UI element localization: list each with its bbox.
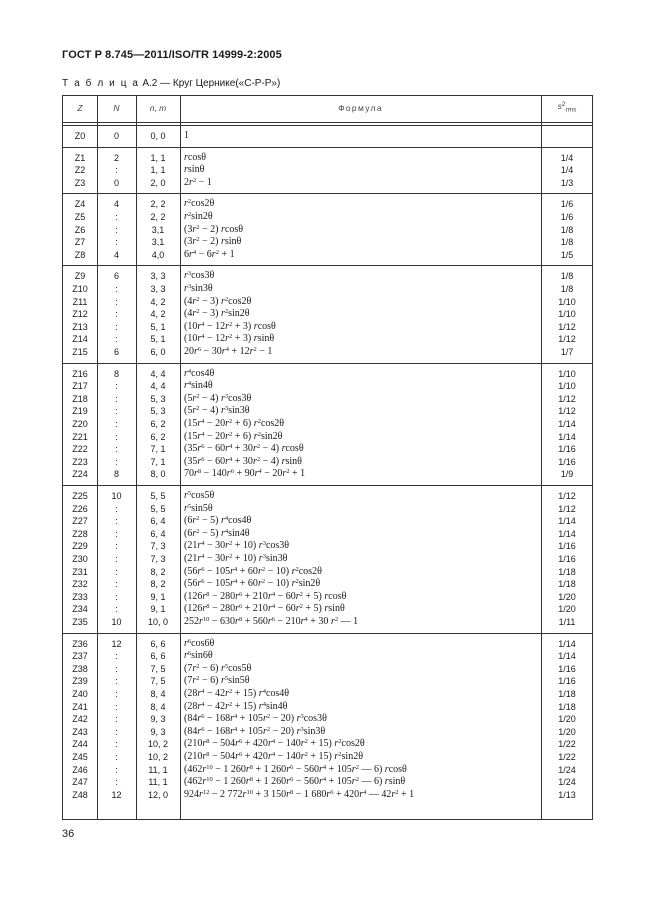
row-z: Z30 [72, 554, 88, 564]
row-formula: $r^4\cos 4\theta$ [184, 367, 215, 379]
row-n: : [115, 165, 118, 176]
row-s-rms: 1/8 [560, 284, 574, 294]
row-n-m: 7, 3 [150, 541, 166, 552]
row-n: : [115, 579, 118, 590]
row-n-m: 1, 1 [150, 152, 166, 163]
row-z: Z36 [72, 638, 88, 649]
row-n: : [115, 431, 118, 442]
row-s-rms: 1/11 [558, 617, 576, 627]
row-n-m: 9, 1 [150, 604, 166, 615]
row-n-m: 7, 5 [150, 663, 166, 674]
row-n-m: 5, 3 [150, 406, 166, 417]
row-s-rms: 1/14 [558, 528, 576, 539]
row-formula: $(5r^2 - 4)$ $r^3\sin 3\theta$ [184, 405, 250, 417]
row-n-m: 11, 1 [148, 764, 168, 775]
row-n: 6 [113, 347, 119, 357]
row-n: : [115, 528, 118, 539]
row-s-rms: 1/9 [560, 469, 574, 480]
group-divider [63, 147, 592, 148]
row-z: Z4 [74, 199, 86, 210]
row-n: : [115, 714, 118, 725]
row-n-m: 9, 1 [150, 591, 166, 602]
row-n: : [115, 444, 118, 455]
row-n: 12 [111, 638, 122, 649]
row-n: : [115, 764, 118, 775]
row-s-rms: 1/14 [558, 651, 576, 662]
row-formula: $2r^2 - 1$ [184, 176, 212, 188]
row-s-rms: 1/12 [558, 321, 576, 332]
row-n: 6 [113, 271, 119, 282]
row-formula: $(3r^2 - 2)$ rcosθ [184, 223, 244, 235]
row-z: Z37 [72, 651, 88, 662]
row-n-m: 8, 0 [150, 469, 166, 480]
row-s-rms: 1/6 [560, 212, 574, 222]
row-z: Z41 [72, 701, 88, 712]
row-n: : [115, 309, 118, 320]
row-z: Z31 [72, 566, 88, 577]
row-n: : [115, 651, 118, 662]
row-z: Z21 [72, 431, 88, 442]
row-s-rms: 1/16 [558, 663, 576, 674]
row-n: : [115, 456, 118, 467]
row-formula: rsinθ [184, 164, 205, 176]
row-n-m: 1, 1 [150, 165, 166, 176]
group-divider [63, 193, 592, 194]
row-n: : [115, 676, 118, 687]
row-formula: $924r^{12} - 2$ $772r^{10} + 3$ $150r^8 - 1$ $680r^6 + 420r^4$ — $42r^2 + 1$ [184, 788, 415, 800]
row-s-rms: 1/20 [558, 604, 576, 615]
row-n: : [115, 726, 118, 737]
row-z: Z47 [72, 777, 88, 788]
row-formula: $(3r^2 - 2)$ rsinθ [184, 236, 242, 248]
row-z: Z42 [72, 714, 88, 725]
row-z: Z11 [72, 296, 88, 307]
row-formula: $252r^{10} - 630r^8 + 560r^6 - 210r^4 + 30$ $r^2$ — 1 [184, 616, 359, 627]
row-s-rms: 1/18 [558, 566, 576, 577]
row-formula: $(35r^6 - 60r^4 + 30r^2 - 4)$ rsinθ [184, 455, 302, 467]
row-n: 4 [113, 249, 119, 260]
row-s-rms: 1/14 [558, 516, 576, 527]
row-n: : [115, 381, 118, 392]
header-formula: Формула [338, 103, 383, 113]
row-formula: $r^3\sin 3\theta$ [184, 283, 213, 294]
row-formula: ($462r^{10} - 1$ $260r^8 + 1$ $260r^6 - 560r^4 + 105r^2$ — 6) rsinθ [184, 776, 406, 788]
row-z: Z32 [72, 579, 88, 590]
row-n-m: 4, 2 [150, 309, 166, 320]
row-formula: $(210r^8 - 504r^6 + 420r^4 - 140r^2 + 15)$ $r^2\cos 2\theta$ [184, 738, 365, 750]
row-formula: $(7r^2 - 6)$ $r^5\cos 5\theta$ [184, 662, 252, 674]
row-n-m: 0, 0 [150, 131, 166, 141]
row-formula: $(84r^6 - 168r^4 + 105r^2 - 20)$ $r^3\sin 3\theta$ [184, 725, 326, 737]
header-n-big: N [113, 103, 120, 113]
row-z: Z1 [74, 152, 86, 163]
row-formula: $(56r^6 - 105r^4 + 60r^2 - 10)$ $r^2\sin 2\theta$ [184, 578, 321, 590]
row-formula: $(6r^2 - 5)$ $r^4\sin 4\theta$ [184, 527, 250, 539]
row-z: Z8 [74, 249, 86, 260]
group-divider [63, 363, 592, 364]
row-formula: $(210r^8 - 504r^6 + 420r^4 - 140r^2 + 15)$ $r^2\sin 2\theta$ [184, 751, 363, 762]
row-z: Z14 [72, 334, 88, 345]
row-formula: $r^2\sin 2\theta$ [184, 211, 213, 222]
row-z: Z33 [72, 591, 88, 602]
row-n: : [115, 419, 118, 429]
row-s-rms: 1/22 [558, 752, 576, 762]
page-number: 36 [62, 828, 75, 840]
row-z: Z13 [72, 321, 88, 332]
caption-title: — Круг Цернике(«C-P-P») [160, 78, 281, 89]
row-z: Z44 [72, 739, 88, 750]
document-header: ГОСТ Р 8.745—2011/ISO/TR 14999-2:2005 [62, 49, 282, 61]
row-n: 8 [113, 368, 119, 379]
row-s-rms: 1/16 [558, 444, 576, 455]
row-n: 4 [113, 199, 119, 210]
row-n: : [115, 604, 118, 615]
row-formula: 1 [184, 130, 189, 141]
row-s-rms: 1/14 [558, 419, 576, 429]
row-formula: $(10r^4 - 12r^2 + 3)$ rsinθ [184, 333, 275, 345]
row-formula: $(84r^6 - 168r^4 + 105r^2 - 20)$ $r^3\cos 3\theta$ [184, 713, 327, 725]
row-n-m: 2, 2 [150, 199, 166, 210]
row-z: Z15 [72, 347, 88, 357]
row-formula: $r^5\sin 5\theta$ [184, 502, 213, 514]
row-s-rms: 1/22 [558, 739, 576, 750]
row-formula: $(28r^4 - 42r^2 + 15)$ $r^4\cos 4\theta$ [184, 688, 290, 699]
row-n-m: 3, 3 [150, 284, 166, 294]
row-s-rms: 1/5 [560, 249, 574, 260]
row-n: : [115, 739, 118, 750]
row-z: Z12 [72, 309, 88, 320]
row-z: Z7 [74, 237, 86, 248]
row-s-rms: 1/8 [560, 224, 574, 235]
row-z: Z48 [72, 789, 88, 800]
row-z: Z19 [72, 406, 88, 417]
row-z: Z0 [74, 131, 86, 141]
row-n-m: 5, 1 [150, 334, 166, 345]
row-n: : [115, 701, 118, 712]
row-z: Z22 [72, 444, 88, 455]
row-n: 8 [113, 469, 119, 480]
row-formula: $r^6\cos 6\theta$ [184, 637, 215, 649]
row-s-rms: 1/7 [560, 347, 574, 357]
row-formula: $(15r^4 - 20r^2 + 6)$ $r^2\sin 2\theta$ [184, 430, 283, 442]
caption-prefix: Т а б л и ц а [62, 78, 140, 89]
row-z: Z40 [72, 689, 88, 699]
row-s-rms: 1/4 [560, 152, 574, 163]
header-divider [63, 122, 592, 126]
column-divider [180, 96, 181, 819]
row-n-m: 6, 4 [150, 528, 166, 539]
group-divider [63, 633, 592, 634]
row-n-m: 7, 3 [150, 554, 166, 564]
row-n: : [115, 237, 118, 248]
row-n: : [115, 334, 118, 345]
row-z: Z39 [72, 676, 88, 687]
row-formula: $(15r^4 - 20r^2 + 6)$ $r^2\cos 2\theta$ [184, 418, 285, 429]
row-formula: $(35r^6 - 60r^4 + 30r^2 - 4)$ rcosθ [184, 443, 304, 455]
row-z: Z17 [72, 381, 88, 392]
row-formula: $(126r^8 - 280r^6 + 210r^4 - 60r^2 + 5)$ rsinθ [184, 603, 345, 615]
row-z: Z5 [74, 212, 86, 222]
row-formula: ($462r^{10} - 1$ $260r^8 + 1$ $260r^6 - 560r^4 + 105r^2$ — 6) rcosθ [184, 763, 407, 775]
header-z: Z [77, 103, 83, 113]
row-formula: $(5r^2 - 4)$ $r^3\cos 3\theta$ [184, 392, 252, 404]
row-n: : [115, 406, 118, 417]
header-n-m: n, m [149, 103, 167, 113]
row-n-m: 12, 0 [147, 789, 169, 800]
row-n: 10 [111, 491, 122, 501]
caption-number: А.2 [142, 78, 158, 89]
row-z: Z34 [72, 604, 88, 615]
row-n-m: 5, 5 [150, 503, 166, 514]
row-formula: $(21r^4 - 30r^2 + 10)$ $r^3\cos 3\theta$ [184, 540, 290, 552]
row-z: Z6 [74, 224, 86, 235]
row-s-rms: 1/18 [558, 689, 576, 699]
row-n: : [115, 224, 118, 235]
row-formula: $70r^8 - 140r^6 + 90r^4 - 20r^2 + 1$ [184, 468, 306, 480]
row-n-m: 7, 1 [150, 456, 166, 467]
row-n-m: 4, 4 [150, 368, 166, 379]
row-formula: $r^6\sin 6\theta$ [184, 650, 213, 662]
row-s-rms: 1/12 [558, 393, 576, 404]
row-n-m: 3,1 [151, 224, 165, 235]
row-s-rms: 1/24 [558, 764, 576, 775]
row-formula: $r^4\sin 4\theta$ [184, 380, 213, 392]
row-z: Z20 [72, 419, 88, 429]
row-s-rms: 1/16 [558, 554, 576, 564]
row-n-m: 4,0 [151, 249, 165, 260]
row-s-rms: 1/12 [558, 406, 576, 417]
row-n-m: 5, 5 [150, 491, 166, 501]
row-s-rms: 1/8 [560, 237, 574, 248]
row-n: : [115, 284, 118, 294]
row-z: Z45 [72, 752, 88, 762]
row-z: Z2 [74, 165, 86, 176]
row-z: Z28 [72, 528, 88, 539]
row-n: : [115, 566, 118, 577]
row-n: : [115, 591, 118, 602]
table-caption [62, 78, 280, 89]
row-s-rms: 1/20 [558, 591, 576, 602]
row-z: Z16 [72, 368, 88, 379]
group-divider [63, 485, 592, 486]
row-formula: $(7r^2 - 6)$ $r^5\sin 5\theta$ [184, 675, 250, 687]
row-z: Z18 [72, 393, 88, 404]
row-n-m: 3,1 [151, 237, 165, 248]
row-s-rms: 1/14 [558, 638, 576, 649]
row-n: : [115, 541, 118, 552]
row-n-m: 6, 6 [150, 651, 166, 662]
row-n-m: 6, 6 [150, 638, 166, 649]
row-n-m: 8, 4 [150, 701, 166, 712]
row-n-m: 5, 1 [150, 321, 166, 332]
row-s-rms: 1/20 [558, 726, 576, 737]
row-n: : [115, 516, 118, 527]
row-z: Z43 [72, 726, 88, 737]
row-formula: $(10r^4 - 12r^2 + 3)$ rcosθ [184, 320, 276, 332]
row-n-m: 2, 2 [150, 212, 166, 222]
row-n-m: 8, 2 [150, 579, 166, 590]
row-n-m: 8, 2 [150, 566, 166, 577]
row-s-rms: 1/18 [558, 701, 576, 712]
row-formula: $(126r^8 - 280r^6 + 210r^4 - 60r^2 + 5)$ rcosθ [184, 590, 347, 602]
row-s-rms: 1/10 [558, 309, 576, 320]
row-z: Z10 [72, 284, 88, 294]
row-n: : [115, 777, 118, 788]
row-s-rms: 1/12 [558, 491, 576, 501]
row-n-m: 10, 2 [147, 739, 169, 750]
row-n: : [115, 393, 118, 404]
row-n: : [115, 554, 118, 564]
row-s-rms: 1/10 [558, 296, 576, 307]
row-formula: $6r^4 - 6r^2 + 1$ [184, 248, 235, 260]
row-formula: $r^3\cos 3\theta$ [184, 270, 215, 282]
row-n-m: 6, 0 [150, 347, 166, 357]
row-n: 2 [113, 152, 119, 163]
zernike-table [62, 95, 593, 820]
row-s-rms: 1/3 [560, 177, 574, 188]
row-z: Z46 [72, 764, 88, 775]
row-n-m: 10, 2 [147, 752, 169, 762]
row-z: Z26 [72, 503, 88, 514]
row-z: Z29 [72, 541, 88, 552]
row-n-m: 7, 1 [150, 444, 166, 455]
row-s-rms: 1/24 [558, 777, 576, 788]
row-formula: $(21r^4 - 30r^2 + 10)$ $r^3\sin 3\theta$ [184, 553, 288, 564]
row-s-rms: 1/14 [558, 431, 576, 442]
row-n: : [115, 321, 118, 332]
row-n: 12 [111, 789, 122, 800]
row-s-rms: 1/6 [560, 199, 574, 210]
row-n: : [115, 663, 118, 674]
header-s-rms: $s^2_{rms}$ [557, 101, 577, 114]
row-s-rms: 1/16 [558, 541, 576, 552]
row-n: 10 [111, 617, 122, 627]
row-s-rms: 1/12 [558, 503, 576, 514]
row-n: 0 [113, 131, 119, 141]
row-n: : [115, 752, 118, 762]
row-formula: $(4r^2 - 3)$ $r^2\cos 2\theta$ [184, 295, 252, 307]
row-n: : [115, 296, 118, 307]
row-z: Z35 [72, 617, 88, 627]
group-divider [63, 265, 592, 266]
row-n-m: 7, 5 [150, 676, 166, 687]
row-formula: $20r^6 - 30r^4 + 12r^2 - 1$ [184, 346, 273, 357]
row-n-m: 6, 2 [150, 431, 166, 442]
row-n-m: 10, 0 [147, 617, 169, 627]
row-n-m: 6, 4 [150, 516, 166, 527]
row-formula: $(56r^6 - 105r^4 + 60r^2 - 10)$ $r^2\cos 2\theta$ [184, 565, 322, 577]
row-n-m: 6, 2 [150, 419, 166, 429]
row-n: : [115, 212, 118, 222]
row-s-rms: 1/18 [558, 579, 576, 590]
row-z: Z25 [72, 491, 88, 501]
row-n: 0 [113, 177, 119, 188]
row-s-rms: 1/10 [558, 368, 576, 379]
row-n: : [115, 689, 118, 699]
row-s-rms: 1/12 [558, 334, 576, 345]
row-n-m: 8, 4 [150, 689, 166, 699]
row-s-rms: 1/10 [558, 381, 576, 392]
row-formula: $r^5\cos 5\theta$ [184, 490, 215, 501]
row-n-m: 2, 0 [150, 177, 166, 188]
row-formula: $(28r^4 - 42r^2 + 15)$ $r^4\sin 4\theta$ [184, 700, 288, 712]
row-z: Z24 [72, 469, 88, 480]
row-n-m: 9, 3 [150, 714, 166, 725]
row-s-rms: 1/20 [558, 714, 576, 725]
row-n-m: 4, 4 [150, 381, 166, 392]
row-formula: $r^2\cos 2\theta$ [184, 198, 215, 210]
row-n-m: 11, 1 [148, 777, 168, 788]
row-formula: rcosθ [184, 151, 207, 163]
row-n-m: 9, 3 [150, 726, 166, 737]
row-z: Z9 [74, 271, 86, 282]
row-s-rms: 1/16 [558, 456, 576, 467]
row-s-rms: 1/4 [560, 165, 574, 176]
row-formula: $(4r^2 - 3)$ $r^2\sin 2\theta$ [184, 308, 250, 320]
row-formula: $(6r^2 - 5)$ $r^4\cos 4\theta$ [184, 515, 252, 527]
row-n-m: 5, 3 [150, 393, 166, 404]
row-z: Z23 [72, 456, 88, 467]
row-z: Z38 [72, 663, 88, 674]
row-s-rms: 1/8 [560, 271, 574, 282]
row-n: : [115, 503, 118, 514]
row-z: Z3 [74, 177, 86, 188]
row-z: Z27 [72, 516, 88, 527]
row-s-rms: 1/16 [558, 676, 576, 687]
row-n-m: 3, 3 [150, 271, 166, 282]
row-n-m: 4, 2 [150, 296, 166, 307]
row-s-rms: 1/13 [558, 789, 576, 800]
